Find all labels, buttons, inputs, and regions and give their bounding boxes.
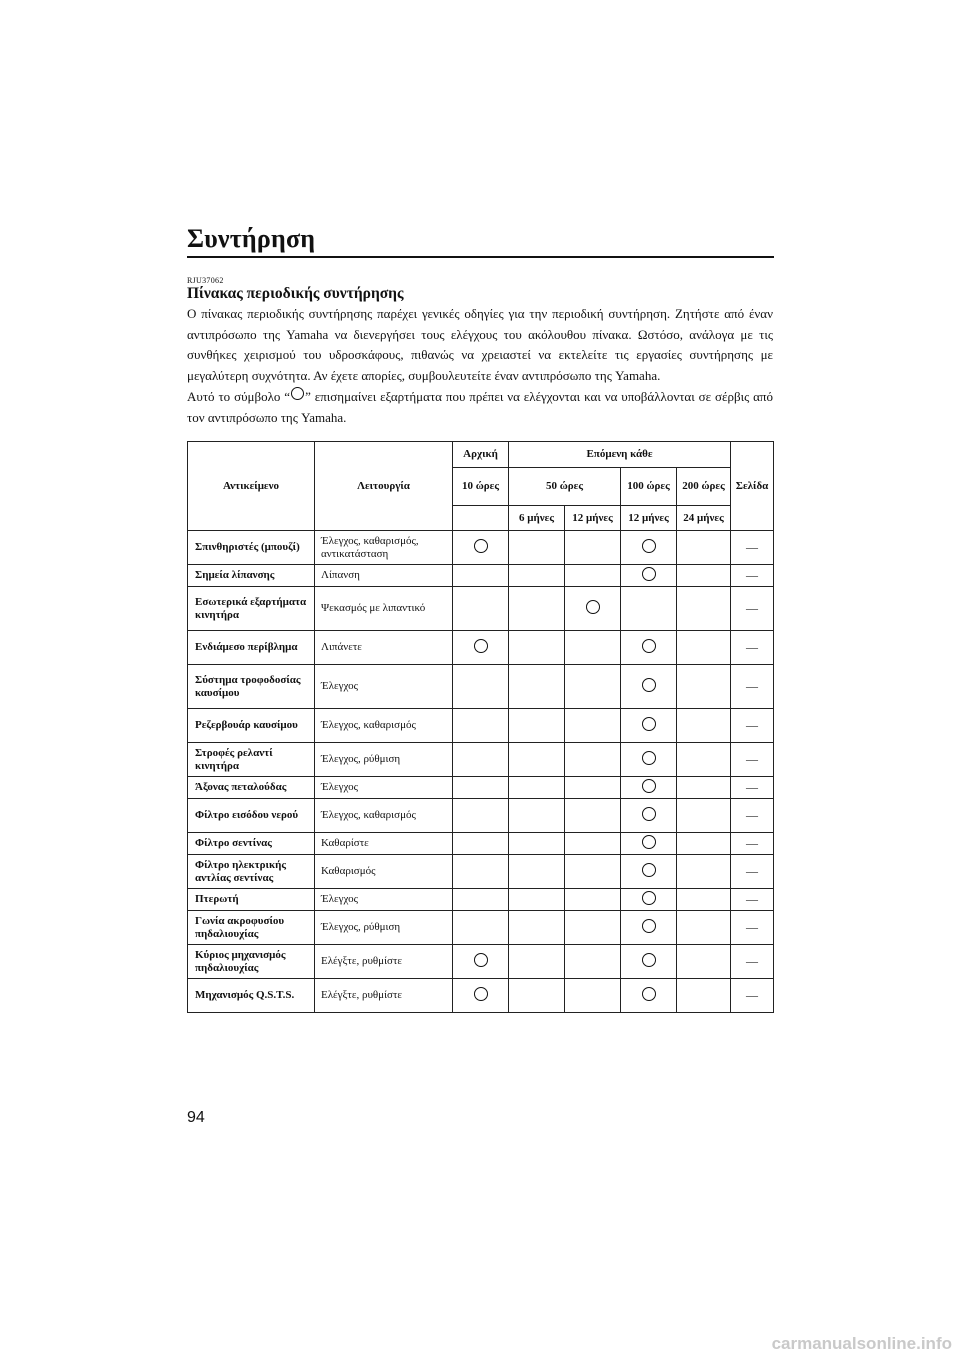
row-item: Εσωτερικά εξαρτήματα κινητήρα [188,587,315,631]
row-mark-cell [621,889,677,911]
row-item: Κύριος μηχανισμός πηδαλιουχίας [188,945,315,979]
table-row [188,531,774,565]
row-mark-cell [621,855,677,889]
row-mark-cell [677,799,731,833]
row-function: Έλεγχος [315,889,453,911]
row-item: Άξονας πεταλούδας [188,777,315,799]
circle-mark-icon [642,779,656,793]
row-mark-cell [621,587,677,631]
row-mark-cell [621,565,677,587]
row-function: Έλεγχος, ρύθμιση [315,911,453,945]
watermark: carmanualsonline.info [771,1334,952,1353]
row-function: Λιπάνετε [315,631,453,665]
row-page: — [731,889,774,911]
table-row [188,665,774,709]
row-item: Πτερωτή [188,889,315,911]
row-mark-cell [453,799,509,833]
row-mark-cell [509,979,565,1013]
row-mark-cell [509,665,565,709]
row-mark-cell [509,565,565,587]
circle-mark-icon [642,891,656,905]
row-mark-cell [453,631,509,665]
row-page: — [731,665,774,709]
row-mark-cell [677,743,731,777]
row-function: Έλεγχος [315,665,453,709]
row-mark-cell [621,945,677,979]
row-mark-cell [509,945,565,979]
row-mark-cell [453,889,509,911]
row-mark-cell [621,799,677,833]
row-mark-cell [565,631,621,665]
row-mark-cell [509,777,565,799]
circle-mark-icon [642,953,656,967]
row-page: — [731,587,774,631]
row-mark-cell [453,777,509,799]
row-mark-cell [565,855,621,889]
table-row [188,587,774,631]
row-item: Σπινθηριστές (μπουζί) [188,531,315,565]
row-mark-cell [509,531,565,565]
table-row [188,565,774,587]
row-function: Έλεγχος, καθαρισμός [315,799,453,833]
row-mark-cell [565,743,621,777]
row-mark-cell [677,945,731,979]
row-mark-cell [677,911,731,945]
row-page: — [731,777,774,799]
row-mark-cell [677,665,731,709]
row-mark-cell [677,833,731,855]
circle-mark-icon [642,717,656,731]
row-mark-cell [509,587,565,631]
table-row [188,945,774,979]
row-mark-cell [509,743,565,777]
row-mark-cell [621,709,677,743]
row-page: — [731,799,774,833]
row-mark-cell [453,833,509,855]
row-mark-cell [677,855,731,889]
page-number: 94 [187,1109,205,1126]
circle-mark-icon [642,678,656,692]
circle-mark-icon [642,567,656,581]
row-page: — [731,855,774,889]
header-page: Σελίδα [731,442,774,531]
table-row [188,889,774,911]
row-function: Ψεκασμός με λιπαντικό [315,587,453,631]
row-mark-cell [677,531,731,565]
header-100h: 100 ώρες [621,468,677,506]
table-row [188,799,774,833]
row-page: — [731,833,774,855]
row-mark-cell [509,833,565,855]
header-blank [453,506,509,531]
header-12m-a: 12 μήνες [565,506,621,531]
header-10h: 10 ώρες [453,468,509,506]
row-item: Γωνία ακροφυσίου πηδαλιουχίας [188,911,315,945]
maintenance-table [187,441,774,1013]
row-mark-cell [453,565,509,587]
header-12m-b: 12 μήνες [621,506,677,531]
table-row [188,833,774,855]
row-mark-cell [565,531,621,565]
row-mark-cell [621,911,677,945]
row-mark-cell [509,911,565,945]
table-row [188,709,774,743]
row-mark-cell [565,945,621,979]
header-initial: Αρχική [453,442,509,468]
row-mark-cell [509,889,565,911]
row-mark-cell [453,665,509,709]
circle-mark-icon [474,539,488,553]
page-header [187,225,774,258]
row-mark-cell [453,531,509,565]
row-page: — [731,631,774,665]
row-item: Ενδιάμεσο περίβλημα [188,631,315,665]
table-row [188,743,774,777]
circle-mark-icon [642,639,656,653]
circle-mark-icon [642,919,656,933]
row-page: — [731,743,774,777]
row-page: — [731,709,774,743]
row-page: — [731,565,774,587]
row-item: Φίλτρο ηλεκτρικής αντλίας σεντίνας [188,855,315,889]
row-mark-cell [621,743,677,777]
table-body [188,531,774,1013]
row-mark-cell [677,587,731,631]
row-mark-cell [677,979,731,1013]
row-mark-cell [565,979,621,1013]
circle-mark-icon [642,863,656,877]
row-item: Σημεία λίπανσης [188,565,315,587]
circle-mark-icon [586,600,600,614]
symbol-paragraph-start: Αυτό το σύμβολο “ [187,388,291,404]
row-function: Έλεγχος, ρύθμιση [315,743,453,777]
table-row [188,979,774,1013]
row-function: Ελέγξτε, ρυθμίστε [315,979,453,1013]
row-mark-cell [677,709,731,743]
row-mark-cell [565,587,621,631]
row-mark-cell [677,889,731,911]
circle-mark-icon [642,807,656,821]
header-24m: 24 μήνες [677,506,731,531]
row-function: Καθαρισμός [315,855,453,889]
header-50h: 50 ώρες [509,468,621,506]
row-function: Λίπανση [315,565,453,587]
row-item: Στροφές ρελαντί κινητήρα [188,743,315,777]
row-item: Φίλτρο σεντίνας [188,833,315,855]
row-mark-cell [621,665,677,709]
header-6m: 6 μήνες [509,506,565,531]
circle-mark-icon [474,987,488,1001]
row-mark-cell [453,709,509,743]
row-function: Έλεγχος, καθαρισμός, αντικατάσταση [315,531,453,565]
row-mark-cell [677,565,731,587]
row-mark-cell [621,777,677,799]
section-title: Πίνακας περιοδικής συντήρησης [187,285,404,302]
row-mark-cell [565,665,621,709]
row-mark-cell [565,565,621,587]
row-mark-cell [565,889,621,911]
symbol-paragraph [187,387,773,428]
row-mark-cell [677,777,731,799]
header-every: Επόμενη κάθε [509,442,731,468]
table-row [188,631,774,665]
row-item: Μηχανισμός Q.S.T.S. [188,979,315,1013]
row-mark-cell [453,945,509,979]
row-item: Σύστημα τροφοδοσίας καυσίμου [188,665,315,709]
row-page: — [731,531,774,565]
row-mark-cell [509,855,565,889]
circle-mark-icon [642,539,656,553]
header-200h: 200 ώρες [677,468,731,506]
row-mark-cell [621,979,677,1013]
table-row [188,911,774,945]
circle-mark-icon [642,987,656,1001]
row-mark-cell [677,631,731,665]
row-page: — [731,979,774,1013]
table-row [188,855,774,889]
row-mark-cell [509,799,565,833]
circle-mark-icon [474,639,488,653]
header-item: Αντικείμενο [188,442,315,531]
row-mark-cell [621,833,677,855]
row-function: Έλεγχος, καθαρισμός [315,709,453,743]
circle-mark-icon [642,835,656,849]
row-function: Έλεγχος [315,777,453,799]
symbol-paragraph-end: ” επισημαίνει εξαρτήματα που πρέπει να ελέγχονται και να υποβάλλονται σε σέρβις από τον αντιπρόσωπο της Yamaha. [187,388,773,425]
row-mark-cell [565,911,621,945]
row-mark-cell [565,709,621,743]
row-mark-cell [453,587,509,631]
circle-symbol-icon [291,387,304,400]
row-page: — [731,911,774,945]
body-text [187,304,773,428]
row-item: Ρεζερβουάρ καυσίμου [188,709,315,743]
row-page: — [731,945,774,979]
row-mark-cell [509,709,565,743]
header-function: Λειτουργία [315,442,453,531]
circle-mark-icon [474,953,488,967]
table-row [188,777,774,799]
row-mark-cell [565,777,621,799]
row-function: Ελέγξτε, ρυθμίστε [315,945,453,979]
row-mark-cell [453,979,509,1013]
row-mark-cell [453,911,509,945]
row-mark-cell [453,743,509,777]
row-mark-cell [453,855,509,889]
row-item: Φίλτρο εισόδου νερού [188,799,315,833]
row-mark-cell [565,833,621,855]
page-title: Συντήρηση [187,224,316,253]
row-function: Καθαρίστε [315,833,453,855]
section-code: RJU37062 [187,276,224,285]
row-mark-cell [621,531,677,565]
row-mark-cell [621,631,677,665]
row-mark-cell [509,631,565,665]
intro-paragraph: Ο πίνακας περιοδικής συντήρησης παρέχει γενικές οδηγίες για την περιοδική συντήρηση. Ζητήστε από έναν αντιπρόσωπο της Yamaha να διενεργήσει τους ελέγχους του ακόλουθου πίνακα. Ωστόσο, ανάλογα με τις συνθήκες χειρισμού του υδροσκάφους, πιθανώς να χρειαστεί να εκτελείτε τις εργασίες συντήρησης με μεγαλύτερη συχνότητα. Αν έχετε απορίες, συμβουλευτείτε έναν αντιπρόσωπο της Yamaha. [187,306,773,384]
circle-mark-icon [642,751,656,765]
row-mark-cell [565,799,621,833]
